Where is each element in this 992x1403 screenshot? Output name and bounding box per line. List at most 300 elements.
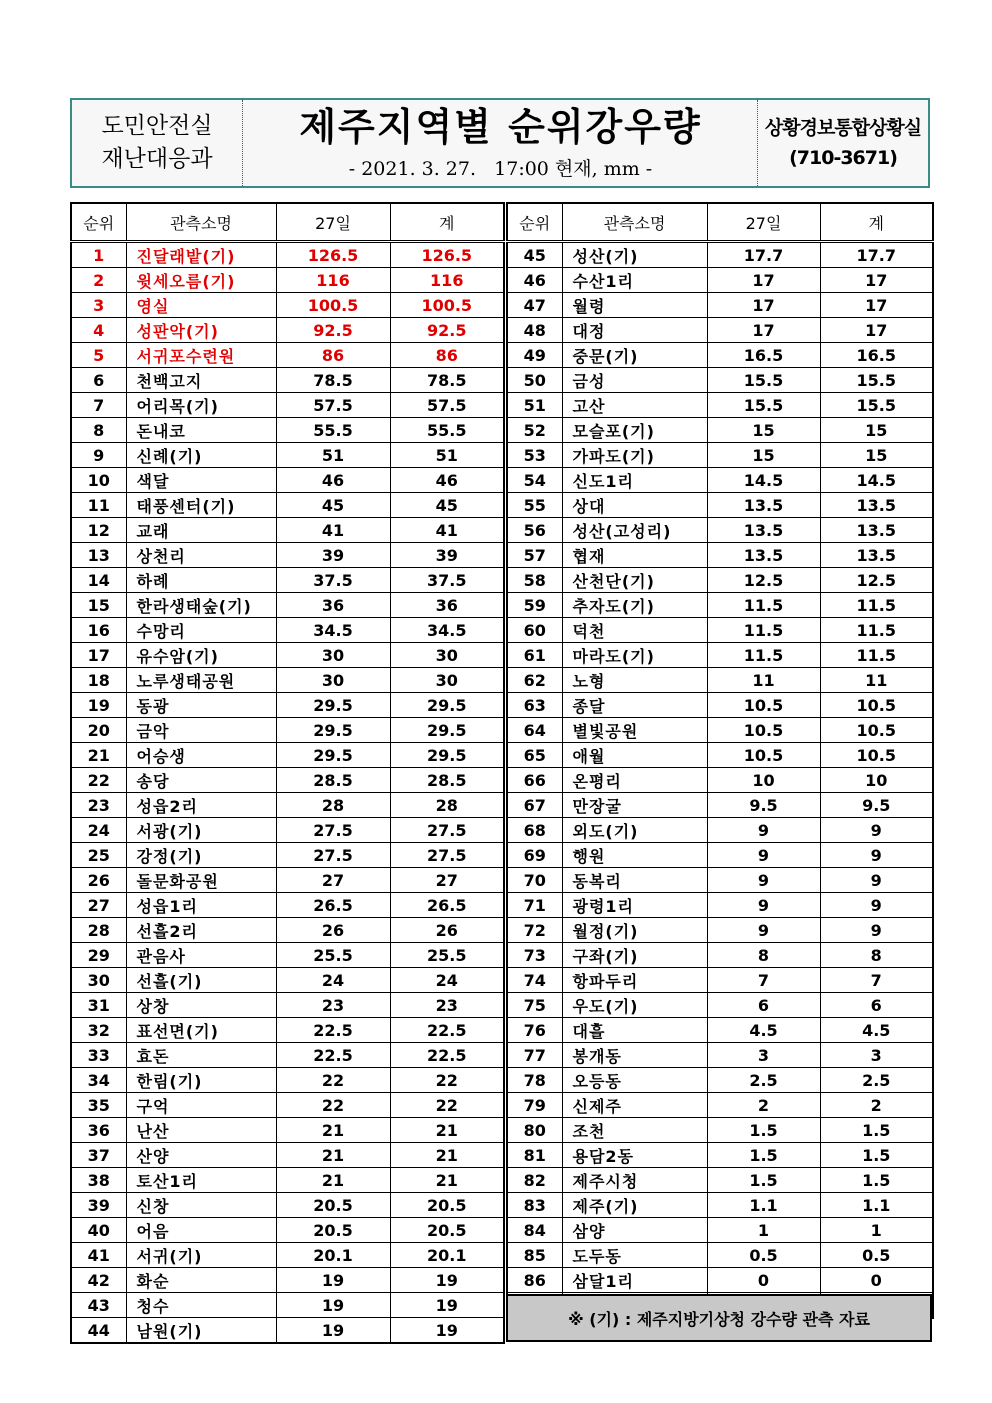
table-row	[71, 268, 504, 293]
table-row	[71, 1293, 504, 1318]
day-value-cell: 20.5	[276, 1218, 390, 1243]
day-value-cell: 21	[276, 1143, 390, 1168]
rank-cell: 80	[507, 1118, 562, 1143]
station-cell: 성산(기)	[562, 242, 707, 268]
rank-cell: 86	[507, 1268, 562, 1293]
station-cell: 윗세오름(기)	[126, 268, 276, 293]
day-value-cell: 3	[707, 1043, 820, 1068]
station-cell: 상천리	[126, 543, 276, 568]
day-value-cell: 27.5	[276, 818, 390, 843]
table-row	[71, 1268, 504, 1293]
rank-cell: 12	[71, 518, 126, 543]
table-header-row	[71, 203, 504, 242]
total-value-cell: 0.5	[820, 1243, 933, 1268]
rank-cell: 3	[71, 293, 126, 318]
total-value-cell: 10.5	[820, 718, 933, 743]
rank-cell: 69	[507, 843, 562, 868]
table-row	[507, 242, 933, 268]
total-value-cell: 26.5	[390, 893, 504, 918]
station-cell: 유수암(기)	[126, 643, 276, 668]
rank-cell: 35	[71, 1093, 126, 1118]
day-value-cell: 8	[707, 943, 820, 968]
rank-cell: 71	[507, 893, 562, 918]
total-value-cell: 11.5	[820, 593, 933, 618]
total-value-cell: 15.5	[820, 368, 933, 393]
day-value-cell: 1.5	[707, 1118, 820, 1143]
rank-cell: 63	[507, 693, 562, 718]
total-value-cell: 10.5	[820, 743, 933, 768]
rank-cell: 37	[71, 1143, 126, 1168]
day-value-cell: 36	[276, 593, 390, 618]
total-value-cell: 21	[390, 1168, 504, 1193]
total-value-cell: 1	[820, 1218, 933, 1243]
station-cell: 선흘2리	[126, 918, 276, 943]
station-cell: 수망리	[126, 618, 276, 643]
table-row	[71, 768, 504, 793]
rank-cell: 59	[507, 593, 562, 618]
table-row	[71, 293, 504, 318]
station-cell: 봉개동	[562, 1043, 707, 1068]
station-cell: 신창	[126, 1193, 276, 1218]
rank-cell: 78	[507, 1068, 562, 1093]
station-cell: 신제주	[562, 1093, 707, 1118]
rank-cell: 5	[71, 343, 126, 368]
station-cell: 성산(고성리)	[562, 518, 707, 543]
rank-cell: 76	[507, 1018, 562, 1043]
day-value-cell: 1	[707, 1218, 820, 1243]
rank-cell: 65	[507, 743, 562, 768]
day-value-cell: 4.5	[707, 1018, 820, 1043]
footnote: ※ (기) : 제주지방기상청 강수량 관측 자료	[506, 1294, 932, 1342]
station-cell: 온평리	[562, 768, 707, 793]
total-value-cell: 29.5	[390, 693, 504, 718]
total-value-cell: 29.5	[390, 743, 504, 768]
table-row	[71, 943, 504, 968]
table-row	[507, 468, 933, 493]
table-row	[507, 1168, 933, 1193]
rank-cell: 82	[507, 1168, 562, 1193]
day-value-cell: 13.5	[707, 518, 820, 543]
total-value-cell: 15.5	[820, 393, 933, 418]
station-cell: 산천단(기)	[562, 568, 707, 593]
total-value-cell: 22.5	[390, 1018, 504, 1043]
day-value-cell: 29.5	[276, 718, 390, 743]
table-row	[71, 618, 504, 643]
station-cell: 태풍센터(기)	[126, 493, 276, 518]
day-value-cell: 34.5	[276, 618, 390, 643]
day-value-cell: 86	[276, 343, 390, 368]
table-row	[71, 1068, 504, 1093]
day-value-cell: 29.5	[276, 743, 390, 768]
station-cell: 구좌(기)	[562, 943, 707, 968]
station-cell: 우도(기)	[562, 993, 707, 1018]
total-value-cell: 6	[820, 993, 933, 1018]
rank-cell: 44	[71, 1318, 126, 1344]
rank-cell: 21	[71, 743, 126, 768]
rank-cell: 46	[507, 268, 562, 293]
station-cell: 서귀(기)	[126, 1243, 276, 1268]
day-value-cell: 11.5	[707, 643, 820, 668]
day-value-cell: 10	[707, 768, 820, 793]
station-cell: 종달	[562, 693, 707, 718]
day-value-cell: 1.1	[707, 1193, 820, 1218]
table-row	[71, 393, 504, 418]
day-value-cell: 2.5	[707, 1068, 820, 1093]
total-value-cell: 30	[390, 668, 504, 693]
day-value-cell: 46	[276, 468, 390, 493]
day-value-cell: 0	[707, 1268, 820, 1293]
day-value-cell: 78.5	[276, 368, 390, 393]
station-cell: 애월	[562, 743, 707, 768]
rank-cell: 34	[71, 1068, 126, 1093]
rank-cell: 45	[507, 242, 562, 268]
total-value-cell: 22	[390, 1093, 504, 1118]
total-value-cell: 11.5	[820, 643, 933, 668]
table-row	[507, 618, 933, 643]
total-value-cell: 1.1	[820, 1193, 933, 1218]
station-cell: 월령	[562, 293, 707, 318]
station-cell: 만장굴	[562, 793, 707, 818]
station-cell: 삼달1리	[562, 1268, 707, 1293]
rank-cell: 41	[71, 1243, 126, 1268]
rank-cell: 36	[71, 1118, 126, 1143]
table-row	[507, 418, 933, 443]
title-block	[243, 100, 758, 186]
station-cell: 대흘	[562, 1018, 707, 1043]
total-value-cell: 45	[390, 493, 504, 518]
table-row	[507, 1043, 933, 1068]
station-cell: 강정(기)	[126, 843, 276, 868]
station-cell: 성판악(기)	[126, 318, 276, 343]
day-value-cell: 9	[707, 868, 820, 893]
day-value-cell: 7	[707, 968, 820, 993]
table-row	[71, 543, 504, 568]
table-body-left	[71, 242, 504, 1344]
table-row	[507, 893, 933, 918]
day-value-cell: 17	[707, 293, 820, 318]
total-value-cell: 19	[390, 1268, 504, 1293]
table-row	[71, 1218, 504, 1243]
station-cell: 관음사	[126, 943, 276, 968]
station-cell: 항파두리	[562, 968, 707, 993]
day-value-cell: 17	[707, 318, 820, 343]
total-value-cell: 100.5	[390, 293, 504, 318]
total-value-cell: 13.5	[820, 543, 933, 568]
station-cell: 제주시청	[562, 1168, 707, 1193]
table-row	[507, 293, 933, 318]
rank-cell: 23	[71, 793, 126, 818]
day-value-cell: 28	[276, 793, 390, 818]
day-value-cell: 2	[707, 1093, 820, 1118]
rank-cell: 55	[507, 493, 562, 518]
station-cell: 별빛공원	[562, 718, 707, 743]
station-cell: 추자도(기)	[562, 593, 707, 618]
station-cell: 대정	[562, 318, 707, 343]
station-cell: 어리목(기)	[126, 393, 276, 418]
total-value-cell: 51	[390, 443, 504, 468]
day-value-cell: 6	[707, 993, 820, 1018]
table-row	[507, 643, 933, 668]
col-day-header: 27일	[707, 203, 820, 242]
day-value-cell: 30	[276, 643, 390, 668]
table-row	[507, 943, 933, 968]
rainfall-table-left	[70, 202, 505, 1344]
table-row	[507, 843, 933, 868]
total-value-cell: 30	[390, 643, 504, 668]
rank-cell: 14	[71, 568, 126, 593]
station-cell: 송당	[126, 768, 276, 793]
rank-cell: 51	[507, 393, 562, 418]
total-value-cell: 9.5	[820, 793, 933, 818]
station-cell: 진달래밭(기)	[126, 242, 276, 268]
rank-cell: 15	[71, 593, 126, 618]
table-row	[507, 968, 933, 993]
total-value-cell: 15	[820, 418, 933, 443]
total-value-cell: 1.5	[820, 1143, 933, 1168]
station-cell: 구억	[126, 1093, 276, 1118]
station-cell: 동광	[126, 693, 276, 718]
rank-cell: 25	[71, 843, 126, 868]
table-row	[71, 1168, 504, 1193]
table-row	[507, 693, 933, 718]
total-value-cell: 14.5	[820, 468, 933, 493]
rainfall-table-right	[506, 202, 934, 1319]
total-value-cell: 9	[820, 843, 933, 868]
day-value-cell: 20.1	[276, 1243, 390, 1268]
rank-cell: 13	[71, 543, 126, 568]
day-value-cell: 10.5	[707, 743, 820, 768]
table-row	[507, 793, 933, 818]
rank-cell: 81	[507, 1143, 562, 1168]
rank-cell: 72	[507, 918, 562, 943]
total-value-cell: 27.5	[390, 818, 504, 843]
table-row	[71, 1243, 504, 1268]
table-row	[71, 793, 504, 818]
total-value-cell: 4.5	[820, 1018, 933, 1043]
rank-cell: 53	[507, 443, 562, 468]
day-value-cell: 14.5	[707, 468, 820, 493]
station-cell: 산양	[126, 1143, 276, 1168]
rank-cell: 9	[71, 443, 126, 468]
station-cell: 도두동	[562, 1243, 707, 1268]
day-value-cell: 0.5	[707, 1243, 820, 1268]
station-cell: 한라생태숲(기)	[126, 593, 276, 618]
total-value-cell: 17	[820, 293, 933, 318]
table-row	[71, 593, 504, 618]
total-value-cell: 22.5	[390, 1043, 504, 1068]
table-row	[507, 818, 933, 843]
day-value-cell: 11.5	[707, 618, 820, 643]
total-value-cell: 11	[820, 668, 933, 693]
station-cell: 가파도(기)	[562, 443, 707, 468]
station-cell: 상창	[126, 993, 276, 1018]
table-row	[71, 518, 504, 543]
day-value-cell: 23	[276, 993, 390, 1018]
total-value-cell: 23	[390, 993, 504, 1018]
day-value-cell: 26.5	[276, 893, 390, 918]
col-station-header: 관측소명	[562, 203, 707, 242]
rank-cell: 57	[507, 543, 562, 568]
table-row	[71, 893, 504, 918]
station-cell: 색달	[126, 468, 276, 493]
day-value-cell: 55.5	[276, 418, 390, 443]
rank-cell: 17	[71, 643, 126, 668]
rank-cell: 62	[507, 668, 562, 693]
station-cell: 난산	[126, 1118, 276, 1143]
rank-cell: 47	[507, 293, 562, 318]
day-value-cell: 24	[276, 968, 390, 993]
rank-cell: 10	[71, 468, 126, 493]
table-row	[507, 368, 933, 393]
total-value-cell: 9	[820, 818, 933, 843]
rainfall-tables	[70, 202, 932, 1342]
day-value-cell: 16.5	[707, 343, 820, 368]
table-row	[507, 568, 933, 593]
total-value-cell: 19	[390, 1293, 504, 1318]
rank-cell: 18	[71, 668, 126, 693]
table-row	[507, 493, 933, 518]
table-row	[71, 242, 504, 268]
total-value-cell: 1.5	[820, 1118, 933, 1143]
station-cell: 한림(기)	[126, 1068, 276, 1093]
total-value-cell: 16.5	[820, 343, 933, 368]
day-value-cell: 12.5	[707, 568, 820, 593]
station-cell: 용담2동	[562, 1143, 707, 1168]
table-row	[507, 1268, 933, 1293]
station-cell: 효돈	[126, 1043, 276, 1068]
rank-cell: 42	[71, 1268, 126, 1293]
rank-cell: 75	[507, 993, 562, 1018]
day-value-cell: 9.5	[707, 793, 820, 818]
total-value-cell: 12.5	[820, 568, 933, 593]
station-cell: 토산1리	[126, 1168, 276, 1193]
station-cell: 제주(기)	[562, 1193, 707, 1218]
day-value-cell: 27.5	[276, 843, 390, 868]
day-value-cell: 92.5	[276, 318, 390, 343]
table-row	[71, 493, 504, 518]
station-cell: 상대	[562, 493, 707, 518]
day-value-cell: 13.5	[707, 543, 820, 568]
rank-cell: 22	[71, 768, 126, 793]
day-value-cell: 37.5	[276, 568, 390, 593]
station-cell: 돌문화공원	[126, 868, 276, 893]
col-day-header: 27일	[276, 203, 390, 242]
rank-cell: 64	[507, 718, 562, 743]
total-value-cell: 78.5	[390, 368, 504, 393]
day-value-cell: 100.5	[276, 293, 390, 318]
total-value-cell: 28	[390, 793, 504, 818]
total-value-cell: 20.1	[390, 1243, 504, 1268]
table-body-right	[507, 242, 933, 1319]
table-row	[507, 768, 933, 793]
total-value-cell: 39	[390, 543, 504, 568]
total-value-cell: 17.7	[820, 242, 933, 268]
day-value-cell: 51	[276, 443, 390, 468]
table-row	[71, 693, 504, 718]
col-station-header: 관측소명	[126, 203, 276, 242]
rank-cell: 32	[71, 1018, 126, 1043]
department-line1: 도민안전실	[101, 113, 213, 139]
station-cell: 광령1리	[562, 893, 707, 918]
rank-cell: 60	[507, 618, 562, 643]
contact-phone: (710-3671)	[789, 147, 897, 169]
day-value-cell: 126.5	[276, 242, 390, 268]
table-row	[71, 868, 504, 893]
total-value-cell: 20.5	[390, 1218, 504, 1243]
total-value-cell: 55.5	[390, 418, 504, 443]
table-row	[71, 993, 504, 1018]
table-row	[71, 1318, 504, 1344]
table-row	[71, 1193, 504, 1218]
total-value-cell: 27.5	[390, 843, 504, 868]
page-title: 제주지역별 순위강우량	[299, 105, 702, 149]
day-value-cell: 15	[707, 418, 820, 443]
day-value-cell: 19	[276, 1318, 390, 1344]
total-value-cell: 34.5	[390, 618, 504, 643]
station-cell: 모슬포(기)	[562, 418, 707, 443]
day-value-cell: 29.5	[276, 693, 390, 718]
day-value-cell: 9	[707, 818, 820, 843]
table-row	[507, 518, 933, 543]
rank-cell: 77	[507, 1043, 562, 1068]
day-value-cell: 15.5	[707, 393, 820, 418]
table-row	[71, 1018, 504, 1043]
col-rank-header: 순위	[507, 203, 562, 242]
table-row	[507, 1018, 933, 1043]
station-cell: 성읍2리	[126, 793, 276, 818]
rank-cell: 40	[71, 1218, 126, 1243]
col-total-header: 계	[820, 203, 933, 242]
station-cell: 노형	[562, 668, 707, 693]
station-cell: 남원(기)	[126, 1318, 276, 1344]
table-row	[71, 1143, 504, 1168]
table-row	[507, 593, 933, 618]
day-value-cell: 1.5	[707, 1143, 820, 1168]
station-cell: 행원	[562, 843, 707, 868]
table-row	[507, 543, 933, 568]
station-cell: 어승생	[126, 743, 276, 768]
total-value-cell: 25.5	[390, 943, 504, 968]
station-cell: 수산1리	[562, 268, 707, 293]
day-value-cell: 21	[276, 1118, 390, 1143]
table-row	[507, 1243, 933, 1268]
rank-cell: 31	[71, 993, 126, 1018]
table-row	[71, 318, 504, 343]
table-row	[507, 393, 933, 418]
day-value-cell: 22	[276, 1093, 390, 1118]
total-value-cell: 17	[820, 268, 933, 293]
station-cell: 천백고지	[126, 368, 276, 393]
station-cell: 하례	[126, 568, 276, 593]
station-cell: 금성	[562, 368, 707, 393]
contact-office: 상황경보통합상황실	[764, 117, 922, 139]
total-value-cell: 41	[390, 518, 504, 543]
rank-cell: 66	[507, 768, 562, 793]
station-cell: 교래	[126, 518, 276, 543]
station-cell: 영실	[126, 293, 276, 318]
table-row	[507, 868, 933, 893]
rank-cell: 38	[71, 1168, 126, 1193]
rank-cell: 79	[507, 1093, 562, 1118]
day-value-cell: 11.5	[707, 593, 820, 618]
rank-cell: 8	[71, 418, 126, 443]
total-value-cell: 46	[390, 468, 504, 493]
table-row	[507, 718, 933, 743]
total-value-cell: 17	[820, 318, 933, 343]
table-header-row	[507, 203, 933, 242]
table-row	[507, 443, 933, 468]
total-value-cell: 9	[820, 868, 933, 893]
